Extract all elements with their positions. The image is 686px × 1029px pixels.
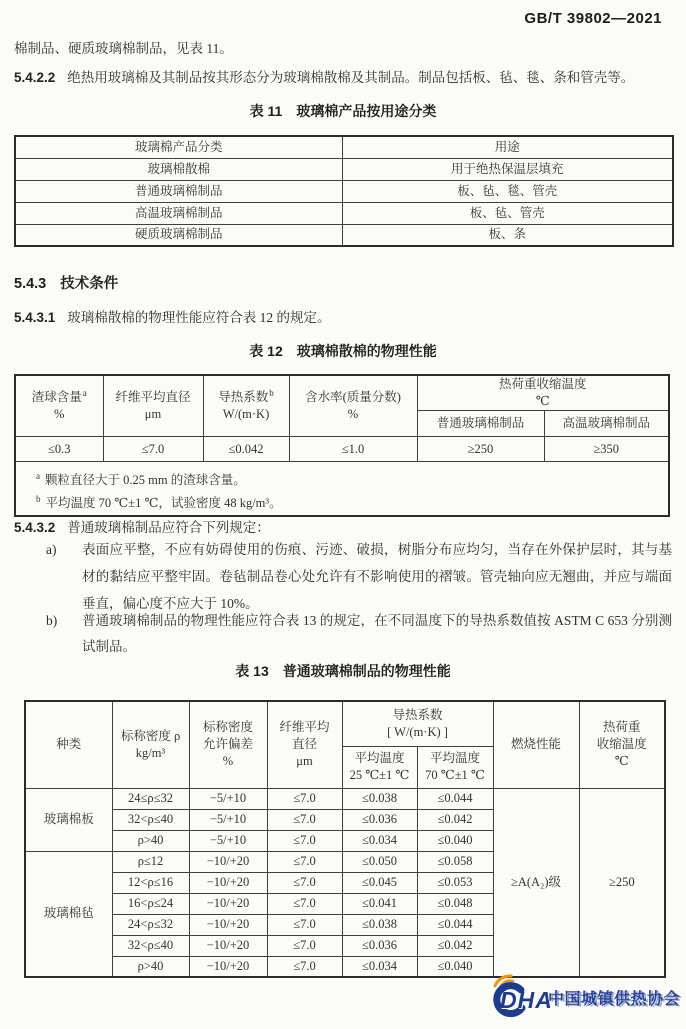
clause-5-4-3-1: [14, 308, 676, 327]
header-nominal-density: [112, 701, 189, 788]
table-cell: ≤0.034: [342, 830, 417, 851]
table-cell: ≤0.038: [342, 914, 417, 935]
header-text: 导热系数: [392, 707, 443, 722]
burning-value-cell: ≥A(A₂)级: [493, 788, 579, 977]
list-marker: a): [46, 542, 57, 557]
header-heat-shrinkage: [579, 701, 665, 788]
table11-glass-wool-classification: [14, 135, 674, 247]
header-water-content: [289, 375, 417, 437]
header-unit: %: [222, 754, 234, 769]
table-cell: ≤0.044: [417, 788, 493, 809]
header-text: 热荷重: [603, 720, 641, 735]
value-cell: ≥350: [544, 437, 669, 462]
header-mean-temp-25: [342, 746, 417, 788]
table-cell: 板、条: [342, 224, 673, 246]
table-cell: ≤0.042: [417, 809, 493, 830]
table-cell: ≤7.0: [267, 809, 342, 830]
list-text: 普通玻璃棉制品的物理性能应符合表 13 的规定，在不同温度下的导热系数值按 ASTM C 653 分别测试制品。: [82, 613, 672, 654]
header-fiber-diameter: [267, 701, 342, 788]
table-cell: ≤0.050: [342, 851, 417, 872]
table-cell: 24<ρ≤32: [112, 914, 189, 935]
header-unit: μm: [296, 754, 313, 769]
table-cell: 硬质玻璃棉制品: [15, 224, 342, 246]
table-row: [15, 224, 673, 246]
table-cell: ≤0.034: [342, 956, 417, 977]
header-text: 标称密度: [202, 720, 253, 735]
table11-header-cell: 用途: [342, 136, 673, 158]
shrinkage-value-cell: ≥250: [579, 788, 665, 977]
table-cell: 24≤ρ≤32: [112, 788, 189, 809]
footnote-b: [36, 492, 662, 515]
header-unit: ℃: [535, 394, 550, 408]
table-cell: ρ≤12: [112, 851, 189, 872]
table-cell: ≤0.042: [417, 935, 493, 956]
list-item-a: [46, 536, 672, 617]
table-cell: 用于绝热保温层填充: [342, 158, 673, 180]
header-mean-temp-70: [417, 746, 493, 788]
kind-board: 玻璃棉板: [25, 788, 112, 851]
kind-felt: 玻璃棉毡: [25, 851, 112, 977]
header-text: 热荷重收缩温度: [499, 377, 587, 391]
table-cell: ≤7.0: [267, 788, 342, 809]
footnote-a: [36, 469, 662, 492]
table-cell: ≤7.0: [267, 830, 342, 851]
header-text: 平均温度: [354, 751, 405, 765]
list-item-b: [46, 608, 672, 660]
header-ordinary-product: 普通玻璃棉制品: [417, 411, 544, 437]
standard-number: GB/T 39802—2021: [524, 10, 662, 27]
table13-title: 表 13 普通玻璃棉制品的物理性能: [235, 663, 451, 679]
header-text: 允许偏差: [202, 737, 253, 752]
table12-header-row1: [15, 375, 669, 411]
table-row: [25, 788, 665, 809]
table11-header-row: [15, 136, 673, 158]
dha-abbr: DHA: [500, 987, 553, 1013]
table-cell: ≤0.044: [417, 914, 493, 935]
table-cell: ≤0.040: [417, 830, 493, 851]
header-unit: μm: [144, 407, 162, 421]
value-cell: ≤1.0: [289, 437, 417, 462]
table-cell: ρ>40: [112, 830, 189, 851]
table11-title: 表 11 玻璃棉产品按用途分类: [249, 103, 437, 119]
header-density-tolerance: [189, 701, 267, 788]
header-text: 含水率(质量分数): [305, 390, 401, 404]
table-cell: 12<ρ≤16: [112, 872, 189, 893]
table-cell: −5/+10: [189, 788, 267, 809]
table12-footnotes: [15, 462, 669, 517]
table-cell: ≤7.0: [267, 935, 342, 956]
paragraph-continuation: 棉制品、硬质玻璃棉制品，见表 11。: [14, 41, 233, 56]
table-cell: −10/+20: [189, 935, 267, 956]
list-text: 表面应平整，不应有妨碍使用的伤痕、污迹、破损，树脂分布应均匀，当存在外保护层时，其与基材的黏结应平整牢固。卷毡制品卷心处允许有不影响使用的褶皱。管壳轴向应无翘曲，并应与端面垂直，偏心度不应大于 10%。: [82, 542, 672, 611]
table-cell: ≤0.040: [417, 956, 493, 977]
table-cell: −10/+20: [189, 893, 267, 914]
table-cell: −5/+10: [189, 830, 267, 851]
table13-header-row1: [25, 701, 665, 746]
table-cell: ≤7.0: [267, 914, 342, 935]
table-cell: −10/+20: [189, 914, 267, 935]
header-kind: 种类: [25, 701, 112, 788]
table13-ordinary-product-properties: [24, 700, 666, 978]
header-fiber-diameter: [103, 375, 203, 437]
table-cell: −10/+20: [189, 851, 267, 872]
value-cell: ≤0.042: [203, 437, 289, 462]
header-text: 导热系数: [218, 390, 269, 404]
table12-value-row: [15, 437, 669, 462]
table-cell: ≤0.036: [342, 809, 417, 830]
table-cell: 板、毡、毯、管壳: [342, 180, 673, 202]
header-heat-shrinkage-group: [417, 375, 669, 411]
clause-text: 绝热用玻璃棉及其制品按其形态分为玻璃棉散棉及其制品。制品包括板、毡、毯、条和管壳等。: [67, 70, 635, 85]
table12-loose-wool-properties: [14, 374, 670, 517]
table-cell: 玻璃棉散棉: [15, 158, 342, 180]
header-text: 70 ℃±1 ℃: [425, 768, 485, 782]
clause-text: 玻璃棉散棉的物理性能应符合表 12 的规定。: [67, 310, 331, 325]
header-burning-behavior: 燃烧性能: [493, 701, 579, 788]
table-cell: ≤7.0: [267, 872, 342, 893]
header-text: 纤维平均: [279, 720, 330, 735]
footnote-text: 颗粒直径大于 0.25 mm 的渣球含量。: [45, 473, 246, 487]
clause-number: 5.4.3.2: [14, 520, 56, 535]
table-row: [15, 202, 673, 224]
table-cell: 16<ρ≤24: [112, 893, 189, 914]
clause-5-4-3-heading: [14, 272, 118, 293]
footnote-ref-a: a: [82, 387, 87, 398]
association-name: 中国城镇供热协会: [548, 991, 681, 1008]
header-thermal-conductivity: [203, 375, 289, 437]
clause-number: 5.4.2.2: [14, 70, 56, 85]
footnote-ref-b: b: [269, 387, 274, 398]
table-cell: ≤0.038: [342, 788, 417, 809]
table-cell: 板、毡、管壳: [342, 202, 673, 224]
value-cell: ≥250: [417, 437, 544, 462]
table11-header-cell: 玻璃棉产品分类: [15, 136, 342, 158]
header-text: 标称密度 ρ: [120, 728, 181, 743]
clause-5-4-2-2: [14, 68, 676, 87]
header-text: 平均温度: [430, 751, 481, 765]
header-text: 25 ℃±1 ℃: [349, 768, 410, 782]
table-cell: ≤0.036: [342, 935, 417, 956]
table-row: [15, 180, 673, 202]
clause-5-4-3-2: [14, 518, 676, 537]
table-cell: ≤0.045: [342, 872, 417, 893]
table-cell: ≤7.0: [267, 893, 342, 914]
header-thermal-conductivity-group: [342, 701, 493, 746]
header-unit: ℃: [614, 754, 629, 769]
table-cell: −5/+10: [189, 809, 267, 830]
table-cell: ρ>40: [112, 956, 189, 977]
table-cell: 32<ρ≤40: [112, 935, 189, 956]
clause-number: 5.4.3: [14, 276, 47, 292]
table-cell: 32<ρ≤40: [112, 809, 189, 830]
list-marker: b): [46, 613, 58, 628]
header-unit: %: [347, 407, 359, 421]
footnote-text: 平均温度 70 ℃±1 ℃，试验密度 48 kg/m³。: [45, 496, 282, 510]
table-cell: −10/+20: [189, 956, 267, 977]
header-unit: [ W/(m·K) ]: [387, 724, 448, 739]
table-cell: ≤0.058: [417, 851, 493, 872]
table12-notes-row: [15, 462, 669, 517]
association-watermark: [487, 970, 683, 1026]
clause-number: 5.4.3.1: [14, 310, 56, 325]
table-cell: ≤7.0: [267, 956, 342, 977]
table-cell: −10/+20: [189, 872, 267, 893]
header-unit: W/(m·K): [222, 407, 270, 421]
header-hightemp-product: 高温玻璃棉制品: [544, 411, 669, 437]
value-cell: ≤7.0: [103, 437, 203, 462]
header-text: 直径: [291, 737, 317, 752]
clause-text: 普通玻璃棉制品应符合下列规定：: [67, 520, 270, 535]
table-cell: ≤0.048: [417, 893, 493, 914]
footnote-marker: a: [36, 470, 40, 481]
table-cell: 高温玻璃棉制品: [15, 202, 342, 224]
table-cell: ≤7.0: [267, 851, 342, 872]
table12-title: 表 12 玻璃棉散棉的物理性能: [249, 343, 437, 359]
footnote-marker: b: [36, 493, 41, 504]
value-cell: ≤0.3: [15, 437, 103, 462]
header-slag-content: [15, 375, 103, 437]
header-text: 渣球含量: [31, 390, 82, 404]
table-row: [15, 158, 673, 180]
header-unit: kg/m³: [135, 745, 166, 760]
header-unit: %: [54, 407, 65, 421]
header-text: 收缩温度: [596, 737, 647, 752]
clause-title: 技术条件: [60, 276, 119, 292]
table-cell: ≤0.053: [417, 872, 493, 893]
header-text: 纤维平均直径: [115, 390, 191, 404]
table-cell: 普通玻璃棉制品: [15, 180, 342, 202]
table-cell: ≤0.041: [342, 893, 417, 914]
